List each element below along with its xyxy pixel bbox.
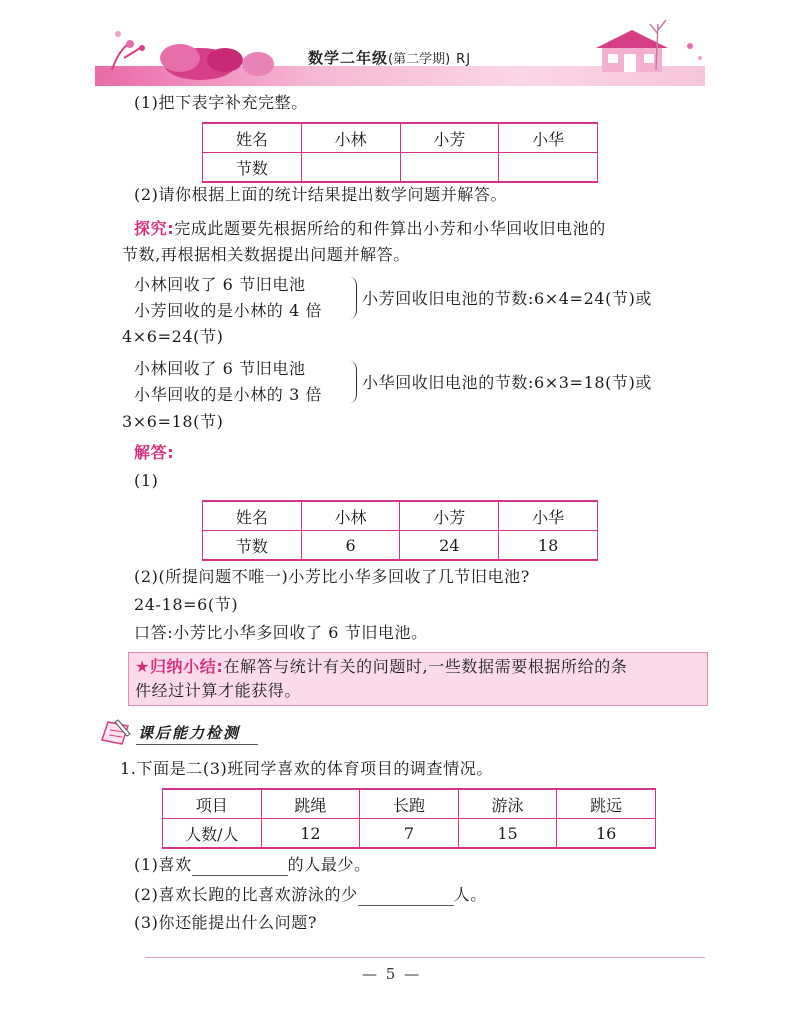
pencil-paper-icon <box>98 716 134 746</box>
table-header-cell: 小芳 <box>400 501 499 531</box>
summary-text1: 在解答与统计有关的问题时,一些数据需要根据所给的条 <box>223 657 628 676</box>
reason1-condition1: 小林回收了 6 节旧电池 <box>134 275 306 294</box>
table-header-cell: 姓名 <box>203 123 302 153</box>
part1-prompt: (1)把下表字补充完整。 <box>134 93 308 112</box>
answer-blank[interactable] <box>192 857 288 876</box>
table-cell: 24 <box>400 531 499 561</box>
table-cell: 18 <box>499 531 598 561</box>
book-title: 数学二年级 <box>308 49 389 67</box>
right-brace <box>350 361 357 403</box>
table-header-cell: 游泳 <box>458 789 557 819</box>
table-answer-batteries <box>202 500 598 561</box>
summary-label: ★归纳小结: <box>135 657 224 676</box>
table-header-cell: 长跑 <box>360 789 459 819</box>
reason2-continuation: 3×6=18(节) <box>122 412 224 431</box>
question1-after: 的人最少。 <box>287 855 371 874</box>
table-header-cell: 小芳 <box>400 123 499 153</box>
answer-part1: (1) <box>134 471 159 490</box>
header-title <box>308 48 471 70</box>
table-blank-batteries <box>202 122 598 183</box>
semester-label: (第二学期) <box>388 52 451 67</box>
table-header-cell: 姓名 <box>203 501 302 531</box>
blank-cell[interactable] <box>301 153 400 183</box>
table-header-cell: 跳远 <box>557 789 656 819</box>
part2-prompt: (2)请你根据上面的统计结果提出数学问题并解答。 <box>134 185 508 204</box>
edition-code: RJ <box>456 52 472 67</box>
blank-cell[interactable] <box>400 153 499 183</box>
right-brace <box>350 277 357 319</box>
reason2-condition2: 小华回收的是小林的 3 倍 <box>134 385 323 404</box>
question2 <box>134 884 487 906</box>
reason2-result: 小华回收旧电池的节数:6×3=18(节)或 <box>362 373 653 392</box>
answer-part2: (2)(所提问题不唯一)小芳比小华多回收了几节旧电池? <box>134 567 530 586</box>
table-row-label: 人数/人 <box>163 819 262 849</box>
question1-before: (1)喜欢 <box>134 855 192 874</box>
table-header-cell: 跳绳 <box>261 789 360 819</box>
table-header-cell: 小华 <box>499 501 598 531</box>
answer-reply: 口答:小芳比小华多回收了 6 节旧电池。 <box>134 623 428 642</box>
question2-after: 人。 <box>453 885 487 904</box>
answer-blank[interactable] <box>358 887 454 906</box>
reason2-condition1: 小林回收了 6 节旧电池 <box>134 359 306 378</box>
table-cell: 15 <box>458 819 557 849</box>
summary-line2: 件经过计算才能获得。 <box>135 681 302 700</box>
table-cell: 6 <box>301 531 400 561</box>
explore-line1 <box>134 218 606 240</box>
table-header-cell: 项目 <box>163 789 262 819</box>
explore-text1: 完成此题要先根据所给的和件算出小芳和小华回收旧电池的 <box>174 219 606 238</box>
table-row-label: 节数 <box>203 531 302 561</box>
summary-box <box>128 652 708 706</box>
reason1-continuation: 4×6=24(节) <box>122 327 224 346</box>
reason1-result: 小芳回收旧电池的节数:6×4=24(节)或 <box>362 289 653 308</box>
table-cell: 7 <box>360 819 459 849</box>
reason1-condition2: 小芳回收的是小林的 4 倍 <box>134 301 323 320</box>
table-header-cell: 小林 <box>301 123 400 153</box>
table-sports-survey <box>162 788 656 849</box>
footer-rule <box>145 957 705 958</box>
answer-label: 解答: <box>134 443 175 462</box>
exercise-stem: 1.下面是二(3)班同学喜欢的体育项目的调查情况。 <box>120 759 493 778</box>
page-number: — 5 — <box>362 965 422 983</box>
section-underline <box>136 744 258 745</box>
table-cell: 12 <box>261 819 360 849</box>
question2-before: (2)喜欢长跑的比喜欢游泳的少 <box>134 885 358 904</box>
header-banner <box>0 0 800 92</box>
table-cell: 16 <box>557 819 656 849</box>
explore-label: 探究: <box>134 219 175 238</box>
question3: (3)你还能提出什么问题? <box>134 913 318 932</box>
blank-cell[interactable] <box>499 153 598 183</box>
explore-line2: 节数,再根据相关数据提出问题并解答。 <box>122 245 410 264</box>
question1 <box>134 854 371 876</box>
table-header-cell: 小华 <box>499 123 598 153</box>
table-row-label: 节数 <box>203 153 302 183</box>
answer-calculation: 24-18=6(节) <box>134 595 239 614</box>
summary-line1 <box>135 656 627 678</box>
section-title: 课后能力检测 <box>138 724 241 742</box>
table-header-cell: 小林 <box>301 501 400 531</box>
house-decoration <box>596 20 702 72</box>
